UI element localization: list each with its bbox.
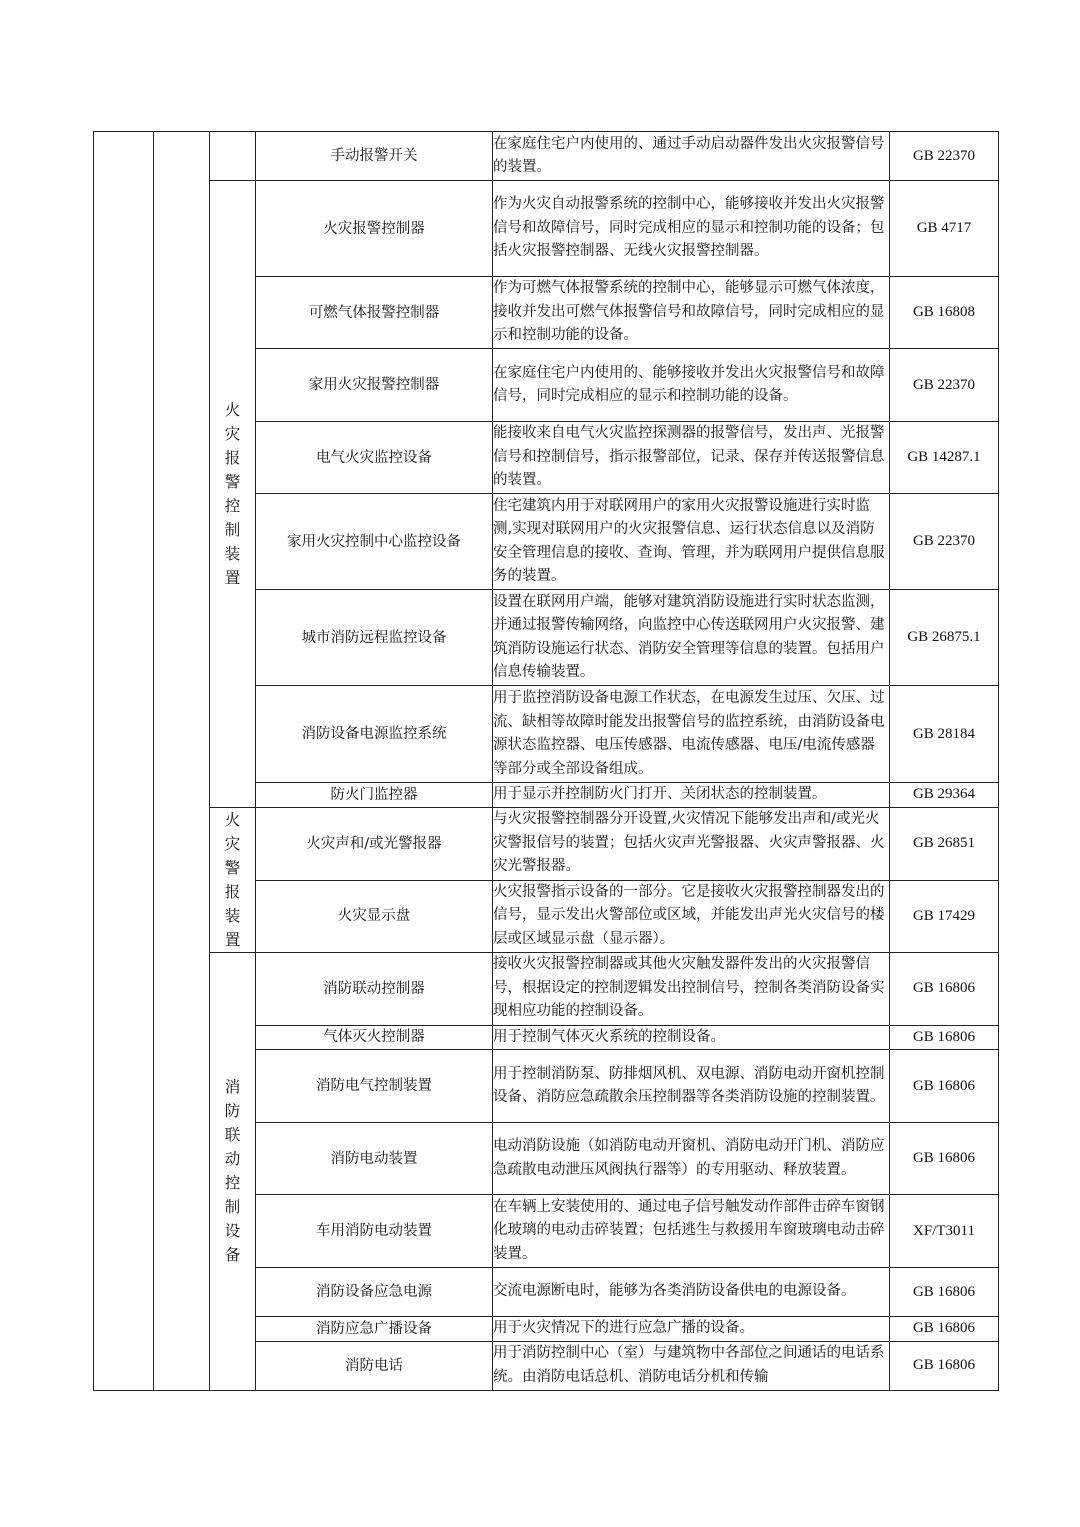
product-name: 家用火灾控制中心监控设备	[256, 494, 493, 590]
product-description: 住宅建筑内用于对联网用户的家用火灾报警设施进行实时监测,实现对联网用户的火灾报警信息、运行状态信息以及消防安全管理信息的接收、查询、管理，并为联网用户提供信息服务的装置。	[493, 494, 890, 590]
product-name: 城市消防远程监控设备	[256, 590, 493, 686]
product-description: 能接收来自电气火灾监控探测器的报警信号，发出声、光报警信号和控制信号，指示报警部位，记录、保存并传送报警信息的装置。	[493, 422, 890, 494]
standard-code: GB 16806	[890, 1317, 999, 1342]
product-name: 消防电气控制装置	[256, 1050, 493, 1123]
standard-code: GB 28184	[890, 686, 999, 783]
product-name: 手动报警开关	[256, 132, 493, 181]
standard-code: GB 22370	[890, 494, 999, 590]
standard-code: GB 16806	[890, 1341, 999, 1390]
table-row	[94, 181, 999, 277]
product-name: 消防应急广播设备	[256, 1317, 493, 1342]
product-name: 火灾显示盘	[256, 880, 493, 952]
product-name: 火灾报警控制器	[256, 181, 493, 277]
standard-code: GB 17429	[890, 880, 999, 952]
category-cell	[210, 132, 256, 181]
product-standard-table	[93, 131, 999, 1391]
product-name: 车用消防电动装置	[256, 1195, 493, 1268]
product-description: 用于消防控制中心（室）与建筑物中各部位之间通话的电话系统。由消防电话总机、消防电话分机和传输	[493, 1341, 890, 1390]
product-name: 家用火灾报警控制器	[256, 349, 493, 422]
category-label: 消防联动控制设备	[224, 1078, 241, 1264]
category-cell	[210, 807, 256, 952]
standard-code: GB 16806	[890, 1025, 999, 1050]
level-2-category-cell	[154, 132, 210, 1391]
product-description: 用于监控消防设备电源工作状态，在电源发生过压、欠压、过流、缺相等故障时能发出报警信号的监控系统，由消防设备电源状态监控器、电压传感器、电流传感器、电压/电流传感器等部分或全部设备组成。	[493, 686, 890, 783]
product-description: 用于控制消防泵、防排烟风机、双电源、消防电动开窗机控制设备、消防应急疏散余压控制器等各类消防设施的控制装置。	[493, 1050, 890, 1123]
product-name: 可燃气体报警控制器	[256, 277, 493, 349]
product-description: 用于控制气体灭火系统的控制设备。	[493, 1025, 890, 1050]
standard-code: GB 26875.1	[890, 590, 999, 686]
product-name: 消防电动装置	[256, 1123, 493, 1195]
product-description: 火灾报警指示设备的一部分。它是接收火灾报警控制器发出的信号，显示发出火警部位或区域，并能发出声光火灾信号的楼层或区域显示盘（显示器）。	[493, 880, 890, 952]
product-description: 在家庭住宅户内使用的、能够接收并发出火灾报警信号和故障信号，同时完成相应的显示和控制功能的设备。	[493, 349, 890, 422]
table-row	[94, 807, 999, 880]
standard-code: GB 22370	[890, 349, 999, 422]
table-body	[94, 132, 999, 1391]
product-name: 消防联动控制器	[256, 952, 493, 1025]
product-name: 气体灭火控制器	[256, 1025, 493, 1050]
standard-code: GB 14287.1	[890, 422, 999, 494]
standard-code: GB 16808	[890, 277, 999, 349]
product-description: 作为火灾自动报警系统的控制中心，能够接收并发出火灾报警信号和故障信号，同时完成相应的显示和控制功能的设备；包括火灾报警控制器、无线火灾报警控制器。	[493, 181, 890, 277]
category-cell	[210, 952, 256, 1390]
product-description: 电动消防设施（如消防电动开窗机、消防电动开门机、消防应急疏散电动泄压风阀执行器等）的专用驱动、释放装置。	[493, 1123, 890, 1195]
product-description: 用于火灾情况下的进行应急广播的设备。	[493, 1317, 890, 1342]
product-description: 作为可燃气体报警系统的控制中心，能够显示可燃气体浓度，接收并发出可燃气体报警信号和故障信号，同时完成相应的显示和控制功能的设备。	[493, 277, 890, 349]
product-description: 在车辆上安装使用的、通过电子信号触发动作部件击碎车窗钢化玻璃的电动击碎装置；包括逃生与救援用车窗玻璃电动击碎装置。	[493, 1195, 890, 1268]
standard-code: GB 16806	[890, 1050, 999, 1123]
product-name: 消防设备电源监控系统	[256, 686, 493, 783]
standard-code: GB 16806	[890, 952, 999, 1025]
product-description: 设置在联网用户端，能够对建筑消防设施进行实时状态监测，并通过报警传输网络，向监控中心传送联网用户火灾报警、建筑消防设施运行状态、消防安全管理等信息的装置。包括用户信息传输装置。	[493, 590, 890, 686]
product-name: 消防电话	[256, 1341, 493, 1390]
product-name: 电气火灾监控设备	[256, 422, 493, 494]
product-name: 火灾声和/或光警报器	[256, 807, 493, 880]
product-description: 与火灾报警控制器分开设置,火灾情况下能够发出声和/或光火灾警报信号的装置；包括火灾声光警报器、火灾声警报器、火灾光警报器。	[493, 807, 890, 880]
category-label: 火灾报警控制装置	[224, 400, 241, 587]
product-name: 消防设备应急电源	[256, 1268, 493, 1317]
standard-code: XF/T3011	[890, 1195, 999, 1268]
category-label: 火灾警报装置	[224, 810, 241, 949]
standard-code: GB 29364	[890, 783, 999, 808]
table-row	[94, 132, 999, 181]
standard-code: GB 22370	[890, 132, 999, 181]
standard-code: GB 16806	[890, 1123, 999, 1195]
product-description: 在家庭住宅户内使用的、通过手动启动器件发出火灾报警信号的装置。	[493, 132, 890, 181]
table-row	[94, 952, 999, 1025]
product-description: 用于显示并控制防火门打开、关闭状态的控制装置。	[493, 783, 890, 808]
standard-code: GB 4717	[890, 181, 999, 277]
standard-code: GB 16806	[890, 1268, 999, 1317]
standard-code: GB 26851	[890, 807, 999, 880]
product-description: 接收火灾报警控制器或其他火灾触发器件发出的火灾报警信号，根据设定的控制逻辑发出控制信号，控制各类消防设备实现相应功能的控制设备。	[493, 952, 890, 1025]
product-description: 交流电源断电时，能够为各类消防设备供电的电源设备。	[493, 1268, 890, 1317]
product-name: 防火门监控器	[256, 783, 493, 808]
category-cell	[210, 181, 256, 808]
level-1-category-cell	[94, 132, 154, 1391]
